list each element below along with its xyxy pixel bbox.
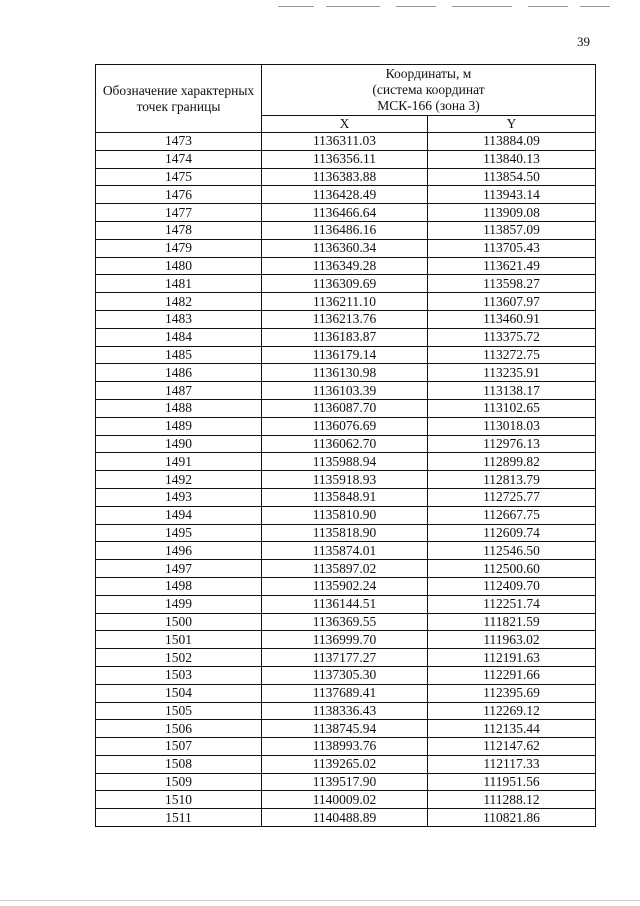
y-cell: 112976.13 bbox=[428, 435, 596, 453]
y-cell: 113235.91 bbox=[428, 364, 596, 382]
x-cell: 1137689.41 bbox=[262, 684, 428, 702]
table-row bbox=[96, 684, 596, 702]
table-row bbox=[96, 399, 596, 417]
x-cell: 1136349.28 bbox=[262, 257, 428, 275]
y-cell: 112251.74 bbox=[428, 595, 596, 613]
top-rule-5 bbox=[528, 6, 568, 7]
table-row bbox=[96, 417, 596, 435]
table-row bbox=[96, 150, 596, 168]
header-coords-line3: МСК-166 (зона 3) bbox=[377, 98, 480, 113]
y-cell: 112667.75 bbox=[428, 506, 596, 524]
x-cell: 1135810.90 bbox=[262, 506, 428, 524]
point-cell: 1496 bbox=[96, 542, 262, 560]
point-cell: 1489 bbox=[96, 417, 262, 435]
table-row bbox=[96, 364, 596, 382]
y-cell: 112899.82 bbox=[428, 453, 596, 471]
y-cell: 112135.44 bbox=[428, 720, 596, 738]
x-cell: 1140009.02 bbox=[262, 791, 428, 809]
point-cell: 1490 bbox=[96, 435, 262, 453]
table-row bbox=[96, 382, 596, 400]
table-row bbox=[96, 453, 596, 471]
x-cell: 1136360.34 bbox=[262, 239, 428, 257]
x-cell: 1136466.64 bbox=[262, 204, 428, 222]
point-cell: 1485 bbox=[96, 346, 262, 364]
y-cell: 112117.33 bbox=[428, 755, 596, 773]
top-rule-6 bbox=[580, 6, 610, 7]
x-cell: 1136183.87 bbox=[262, 328, 428, 346]
point-cell: 1492 bbox=[96, 471, 262, 489]
y-cell: 111288.12 bbox=[428, 791, 596, 809]
table-row bbox=[96, 257, 596, 275]
point-cell: 1477 bbox=[96, 204, 262, 222]
y-cell: 113460.91 bbox=[428, 310, 596, 328]
y-cell: 110821.86 bbox=[428, 809, 596, 827]
table-row bbox=[96, 524, 596, 542]
bottom-rule bbox=[0, 900, 640, 901]
table-row bbox=[96, 649, 596, 667]
point-cell: 1509 bbox=[96, 773, 262, 791]
table-row bbox=[96, 293, 596, 311]
y-cell: 113909.08 bbox=[428, 204, 596, 222]
x-cell: 1136144.51 bbox=[262, 595, 428, 613]
y-cell: 113854.50 bbox=[428, 168, 596, 186]
top-rule-4 bbox=[452, 6, 512, 7]
y-cell: 113607.97 bbox=[428, 293, 596, 311]
top-rule-1 bbox=[278, 6, 314, 7]
x-cell: 1138993.76 bbox=[262, 738, 428, 756]
x-cell: 1136213.76 bbox=[262, 310, 428, 328]
y-cell: 113840.13 bbox=[428, 150, 596, 168]
x-cell: 1136211.10 bbox=[262, 293, 428, 311]
table-row bbox=[96, 221, 596, 239]
y-cell: 113375.72 bbox=[428, 328, 596, 346]
y-cell: 111821.59 bbox=[428, 613, 596, 631]
x-cell: 1135848.91 bbox=[262, 488, 428, 506]
x-cell: 1137177.27 bbox=[262, 649, 428, 667]
point-cell: 1484 bbox=[96, 328, 262, 346]
x-cell: 1138336.43 bbox=[262, 702, 428, 720]
y-cell: 113884.09 bbox=[428, 133, 596, 151]
point-cell: 1499 bbox=[96, 595, 262, 613]
coordinates-table bbox=[95, 64, 596, 827]
table-row bbox=[96, 239, 596, 257]
x-cell: 1136428.49 bbox=[262, 186, 428, 204]
table-row bbox=[96, 204, 596, 222]
table-row bbox=[96, 560, 596, 578]
table-row bbox=[96, 471, 596, 489]
x-cell: 1136999.70 bbox=[262, 631, 428, 649]
page-number: 39 bbox=[577, 34, 590, 49]
y-cell: 113705.43 bbox=[428, 239, 596, 257]
header-coords-line2: (система координат bbox=[372, 82, 485, 97]
point-cell: 1500 bbox=[96, 613, 262, 631]
point-cell: 1505 bbox=[96, 702, 262, 720]
table-row bbox=[96, 595, 596, 613]
table-row bbox=[96, 168, 596, 186]
table-row bbox=[96, 275, 596, 293]
point-cell: 1487 bbox=[96, 382, 262, 400]
x-cell: 1138745.94 bbox=[262, 720, 428, 738]
y-cell: 113138.17 bbox=[428, 382, 596, 400]
table-row bbox=[96, 488, 596, 506]
table-row bbox=[96, 702, 596, 720]
x-cell: 1135874.01 bbox=[262, 542, 428, 560]
y-cell: 112395.69 bbox=[428, 684, 596, 702]
header-y: Y bbox=[428, 116, 596, 133]
y-cell: 112147.62 bbox=[428, 738, 596, 756]
x-cell: 1136309.69 bbox=[262, 275, 428, 293]
x-cell: 1136103.39 bbox=[262, 382, 428, 400]
y-cell: 112269.12 bbox=[428, 702, 596, 720]
x-cell: 1136087.70 bbox=[262, 399, 428, 417]
y-cell: 113018.03 bbox=[428, 417, 596, 435]
point-cell: 1483 bbox=[96, 310, 262, 328]
table-row bbox=[96, 666, 596, 684]
point-cell: 1494 bbox=[96, 506, 262, 524]
point-cell: 1503 bbox=[96, 666, 262, 684]
y-cell: 112725.77 bbox=[428, 488, 596, 506]
table-row bbox=[96, 186, 596, 204]
table-row bbox=[96, 506, 596, 524]
y-cell: 113272.75 bbox=[428, 346, 596, 364]
y-cell: 111963.02 bbox=[428, 631, 596, 649]
point-cell: 1481 bbox=[96, 275, 262, 293]
table-row bbox=[96, 738, 596, 756]
x-cell: 1135818.90 bbox=[262, 524, 428, 542]
point-cell: 1478 bbox=[96, 221, 262, 239]
x-cell: 1137305.30 bbox=[262, 666, 428, 684]
point-cell: 1482 bbox=[96, 293, 262, 311]
point-cell: 1486 bbox=[96, 364, 262, 382]
table-row bbox=[96, 613, 596, 631]
y-cell: 112813.79 bbox=[428, 471, 596, 489]
table-row bbox=[96, 346, 596, 364]
x-cell: 1135902.24 bbox=[262, 577, 428, 595]
table-row bbox=[96, 773, 596, 791]
table-row bbox=[96, 133, 596, 151]
point-cell: 1480 bbox=[96, 257, 262, 275]
table-row bbox=[96, 542, 596, 560]
header-coords-line1: Координаты, м bbox=[385, 66, 472, 81]
table-header-row bbox=[96, 65, 596, 116]
table-row bbox=[96, 310, 596, 328]
x-cell: 1140488.89 bbox=[262, 809, 428, 827]
table-row bbox=[96, 791, 596, 809]
point-cell: 1501 bbox=[96, 631, 262, 649]
point-cell: 1507 bbox=[96, 738, 262, 756]
top-rule-3 bbox=[396, 6, 436, 7]
table-row bbox=[96, 435, 596, 453]
point-cell: 1488 bbox=[96, 399, 262, 417]
top-rule-2 bbox=[326, 6, 380, 7]
point-cell: 1508 bbox=[96, 755, 262, 773]
x-cell: 1136311.03 bbox=[262, 133, 428, 151]
point-cell: 1495 bbox=[96, 524, 262, 542]
table-row bbox=[96, 809, 596, 827]
x-cell: 1136179.14 bbox=[262, 346, 428, 364]
x-cell: 1136383.88 bbox=[262, 168, 428, 186]
point-cell: 1491 bbox=[96, 453, 262, 471]
table-row bbox=[96, 720, 596, 738]
point-cell: 1493 bbox=[96, 488, 262, 506]
table-row bbox=[96, 577, 596, 595]
y-cell: 113621.49 bbox=[428, 257, 596, 275]
x-cell: 1136369.55 bbox=[262, 613, 428, 631]
y-cell: 113943.14 bbox=[428, 186, 596, 204]
point-cell: 1473 bbox=[96, 133, 262, 151]
point-cell: 1502 bbox=[96, 649, 262, 667]
x-cell: 1136356.11 bbox=[262, 150, 428, 168]
x-cell: 1136076.69 bbox=[262, 417, 428, 435]
table-body bbox=[96, 133, 596, 827]
y-cell: 112191.63 bbox=[428, 649, 596, 667]
y-cell: 112609.74 bbox=[428, 524, 596, 542]
table-row bbox=[96, 631, 596, 649]
point-cell: 1506 bbox=[96, 720, 262, 738]
point-cell: 1479 bbox=[96, 239, 262, 257]
x-cell: 1135988.94 bbox=[262, 453, 428, 471]
header-x: X bbox=[262, 116, 428, 133]
x-cell: 1135897.02 bbox=[262, 560, 428, 578]
point-cell: 1504 bbox=[96, 684, 262, 702]
x-cell: 1135918.93 bbox=[262, 471, 428, 489]
y-cell: 112409.70 bbox=[428, 577, 596, 595]
x-cell: 1136486.16 bbox=[262, 221, 428, 239]
point-cell: 1511 bbox=[96, 809, 262, 827]
y-cell: 113857.09 bbox=[428, 221, 596, 239]
y-cell: 111951.56 bbox=[428, 773, 596, 791]
x-cell: 1139517.90 bbox=[262, 773, 428, 791]
x-cell: 1136130.98 bbox=[262, 364, 428, 382]
table-row bbox=[96, 755, 596, 773]
point-cell: 1498 bbox=[96, 577, 262, 595]
x-cell: 1136062.70 bbox=[262, 435, 428, 453]
y-cell: 113102.65 bbox=[428, 399, 596, 417]
y-cell: 112546.50 bbox=[428, 542, 596, 560]
y-cell: 113598.27 bbox=[428, 275, 596, 293]
point-cell: 1475 bbox=[96, 168, 262, 186]
x-cell: 1139265.02 bbox=[262, 755, 428, 773]
header-point: Обозначение характерных точек границы bbox=[96, 65, 262, 133]
point-cell: 1474 bbox=[96, 150, 262, 168]
table-row bbox=[96, 328, 596, 346]
y-cell: 112500.60 bbox=[428, 560, 596, 578]
point-cell: 1476 bbox=[96, 186, 262, 204]
point-cell: 1497 bbox=[96, 560, 262, 578]
header-coordinates bbox=[262, 65, 596, 116]
point-cell: 1510 bbox=[96, 791, 262, 809]
y-cell: 112291.66 bbox=[428, 666, 596, 684]
